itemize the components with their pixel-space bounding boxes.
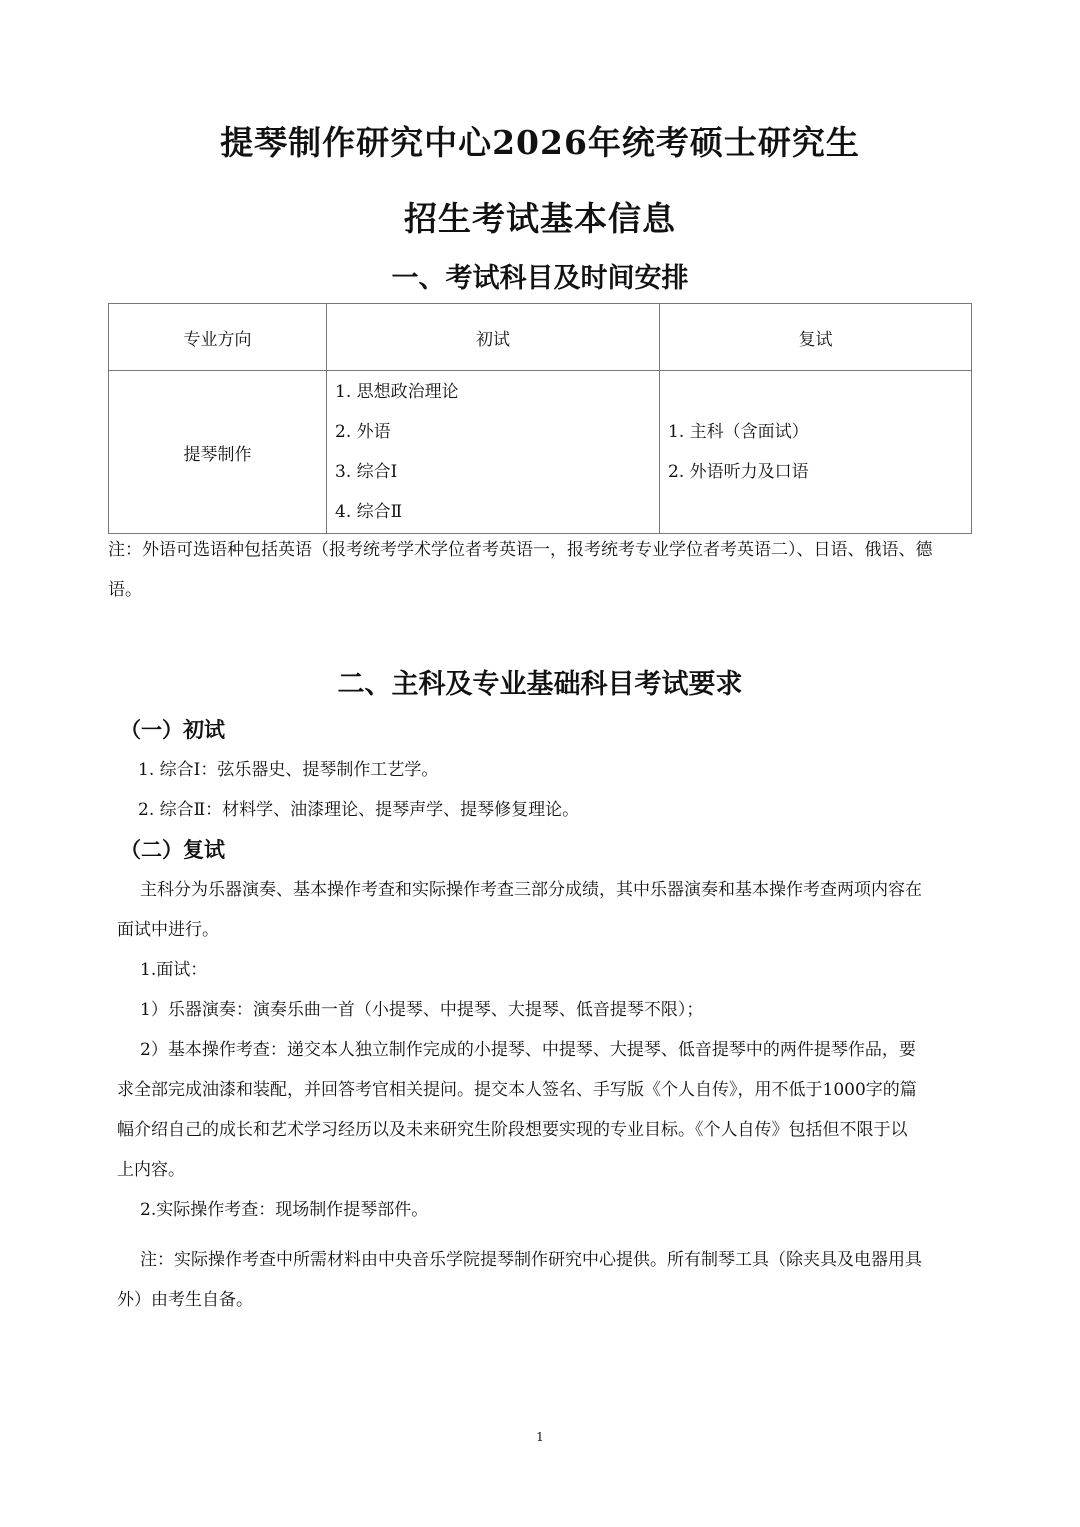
practical-operation: 2.实际操作考查：现场制作提琴部件。 bbox=[140, 1200, 429, 1220]
prelim-heading: （一）初试 bbox=[120, 717, 225, 742]
table-row bbox=[109, 371, 972, 534]
interview-title: 1.面试： bbox=[140, 960, 208, 980]
retest-subject-2: 2. 外语听力及口语 bbox=[668, 462, 809, 482]
section2-heading: 二、主科及专业基础科目考试要求 bbox=[337, 669, 743, 700]
cell-retest bbox=[660, 371, 972, 534]
basic-operation-line2: 求全部完成油漆和装配，并回答考官相关提问。提交本人签名、手写版《个人自传》，用不低于1000字的篇 bbox=[117, 1080, 917, 1100]
prelim-subject-1: 1. 思想政治理论 bbox=[335, 382, 459, 402]
materials-note-line1: 注：实际操作考查中所需材料由中央音乐学院提琴制作研究中心提供。所有制琴工具（除夹具及电器用具 bbox=[140, 1250, 922, 1270]
retest-subject-1: 1. 主科（含面试） bbox=[668, 422, 809, 442]
document-title-line2: 招生考试基本信息 bbox=[404, 199, 676, 238]
prelim-item-1: 1. 综合Ⅰ：弦乐器史、提琴制作工艺学。 bbox=[138, 760, 439, 780]
prelim-subject-2: 2. 外语 bbox=[335, 422, 391, 442]
prelim-subject-3: 3. 综合Ⅰ bbox=[335, 462, 398, 482]
section1-heading: 一、考试科目及时间安排 bbox=[391, 263, 689, 294]
language-note-line1: 注：外语可选语种包括英语（报考统考学术学位者考英语一，报考统考专业学位者考英语二）、日语、俄语、德 bbox=[108, 540, 933, 560]
retest-heading: （二）复试 bbox=[120, 837, 225, 862]
prelim-item-2: 2. 综合Ⅱ：材料学、油漆理论、提琴声学、提琴修复理论。 bbox=[138, 800, 580, 820]
prelim-subject-4: 4. 综合Ⅱ bbox=[335, 502, 403, 522]
table-header-row bbox=[109, 304, 972, 371]
header-major: 专业方向 bbox=[109, 304, 327, 371]
cell-major: 提琴制作 bbox=[109, 371, 327, 534]
basic-operation-line3: 幅介绍自己的成长和艺术学习经历以及未来研究生阶段想要实现的专业目标。《个人自传》包括但不限于以 bbox=[117, 1120, 908, 1140]
basic-operation-line4: 上内容。 bbox=[117, 1160, 185, 1180]
performance-requirement: 1）乐器演奏：演奏乐曲一首（小提琴、中提琴、大提琴、低音提琴不限）； bbox=[140, 1000, 704, 1020]
header-retest: 复试 bbox=[660, 304, 972, 371]
retest-intro-line1: 主科分为乐器演奏、基本操作考查和实际操作考查三部分成绩，其中乐器演奏和基本操作考查两项内容在 bbox=[140, 880, 922, 900]
header-preliminary: 初试 bbox=[327, 304, 660, 371]
basic-operation-line1: 2）基本操作考查：递交本人独立制作完成的小提琴、中提琴、大提琴、低音提琴中的两件提琴作品，要 bbox=[140, 1040, 916, 1060]
page-number: 1 bbox=[536, 1430, 544, 1444]
retest-intro-line2: 面试中进行。 bbox=[117, 920, 219, 940]
materials-note-line2: 外）由考生自备。 bbox=[117, 1290, 253, 1310]
cell-preliminary bbox=[327, 371, 660, 534]
exam-subjects-table bbox=[108, 303, 972, 534]
language-note-line2: 语。 bbox=[108, 580, 142, 600]
document-title-line1: 提琴制作研究中心2026年统考硕士研究生 bbox=[220, 123, 860, 162]
